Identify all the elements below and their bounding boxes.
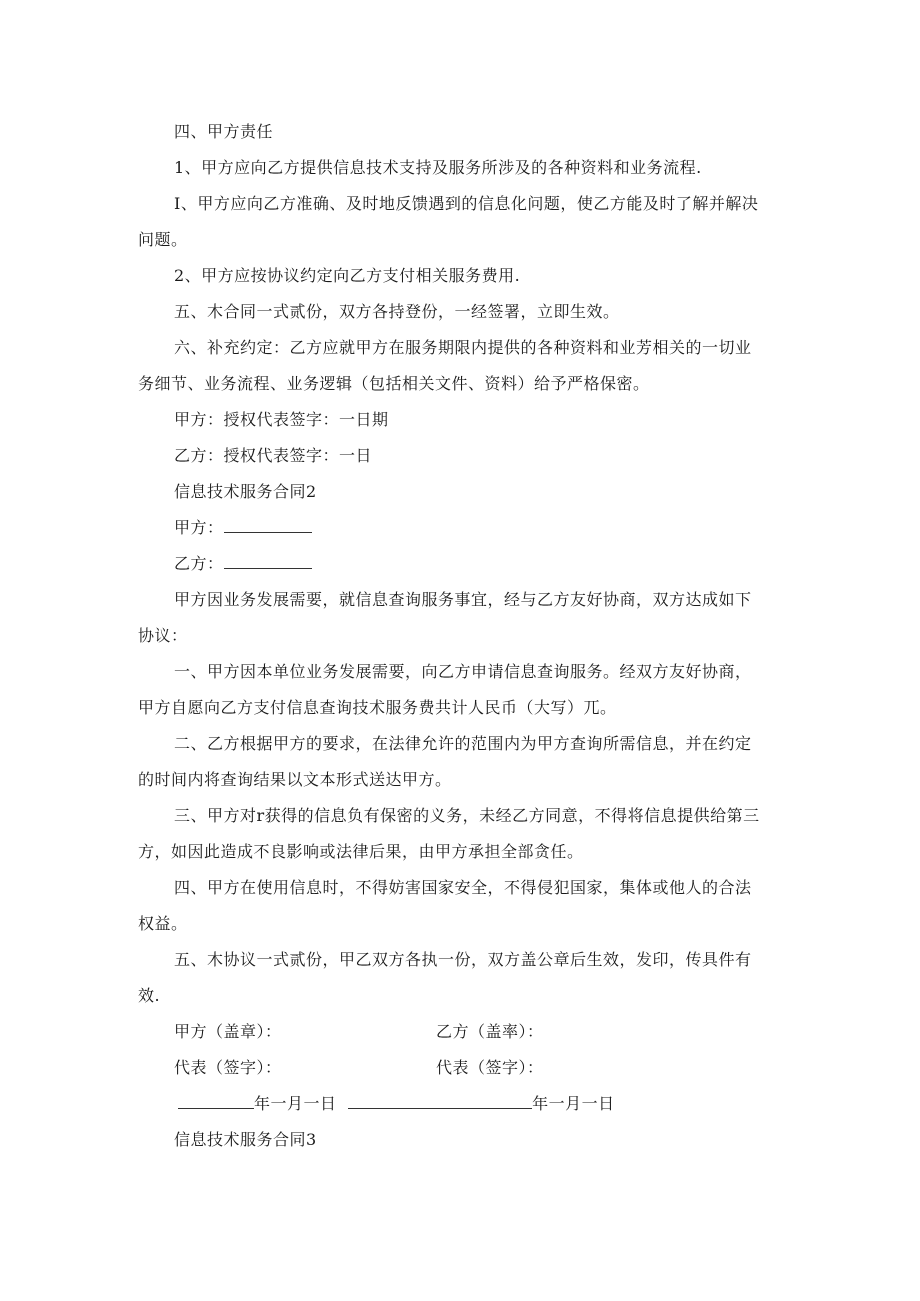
paragraph: 1、甲方应向乙方提供信息技术支持及服务所涉及的各种资料和业务流程. [174,158,702,177]
date-blank-a [178,1094,254,1109]
paragraph-continued: 务细节、业务流程、业务逻辑（包括相关文件、资料）给予严格保密。 [138,374,650,393]
section-heading: 四、甲方责任 [174,122,274,141]
paragraph: 五、木合同一式贰份，双方各持登份，一经签署，立即生效。 [174,302,620,321]
party-b-line [174,554,824,574]
clause: 三、甲方对r获得的信息负有保密的义务，未经乙方同意，不得将信息提供给第三 [174,806,760,825]
date-line [178,1094,615,1114]
party-a-label: 甲方： [174,518,224,537]
paragraph: I、甲方应向乙方准确、及时地反馈遇到的信息化问题，使乙方能及时了解并解决 [174,194,759,213]
clause: 五、木协议一式贰份，甲乙双方各执一份，双方盖公章后生效，发印，传具件有 [174,950,752,969]
party-a-blank [224,518,312,533]
clause: 四、甲方在使用信息时，不得妨害国家安全，不得侵犯国家，集体或他人的合法 [174,878,752,897]
rep-label-party-b: 代表（签字）： [436,1058,544,1077]
clause-continued: 权益。 [138,914,188,933]
signature-line-party-b: 乙方：授权代表签字：一日 [174,446,373,465]
party-b-label: 乙方： [174,554,224,573]
paragraph-continued: 协议： [138,626,188,645]
clause-continued: 方，如因此造成不良影响或法律后果，由甲方承担全部贪任。 [138,842,584,861]
party-b-blank [224,554,312,569]
clause-continued: 效. [138,986,161,1005]
signature-line-party-a: 甲方：授权代表签字：一日期 [174,410,389,429]
paragraph: 2、甲方应按协议约定向乙方支付相关服务费用. [174,266,521,285]
contract-title: 信息技术服务合同3 [174,1130,317,1149]
paragraph: 甲方因业务发展需要，就信息查询服务事宜，经与乙方友好协商，双方达成如下 [174,590,752,609]
seal-label-party-b: 乙方（盖率）： [436,1022,544,1041]
clause-continued: 甲方自愿向乙方支付信息查询技术服务费共计人民币（大写）兀。 [138,698,617,717]
contract-title: 信息技术服务合同2 [174,482,317,501]
clause: 二、乙方根据甲方的要求，在法律允许的范围内为甲方查询所需信息，并在约定 [174,734,752,753]
date-label-b: 年一月一日 [532,1094,615,1113]
party-a-line [174,518,824,538]
paragraph-continued: 问题。 [138,230,188,249]
clause: 一、甲方因本单位业务发展需要，向乙方申请信息查询服务。经双方友好协商， [174,662,752,681]
seal-label-party-a: 甲方（盖章）： [174,1022,282,1041]
date-label-a: 年一月一日 [254,1094,337,1113]
paragraph: 六、补充约定：乙方应就甲方在服务期限内提供的各种资料和业芳相关的一切业 [174,338,752,357]
clause-continued: 的时间内将查询结果以文本形式送达甲方。 [138,770,452,789]
rep-label-party-a: 代表（签字）： [174,1058,282,1077]
date-blank-b [348,1094,532,1109]
